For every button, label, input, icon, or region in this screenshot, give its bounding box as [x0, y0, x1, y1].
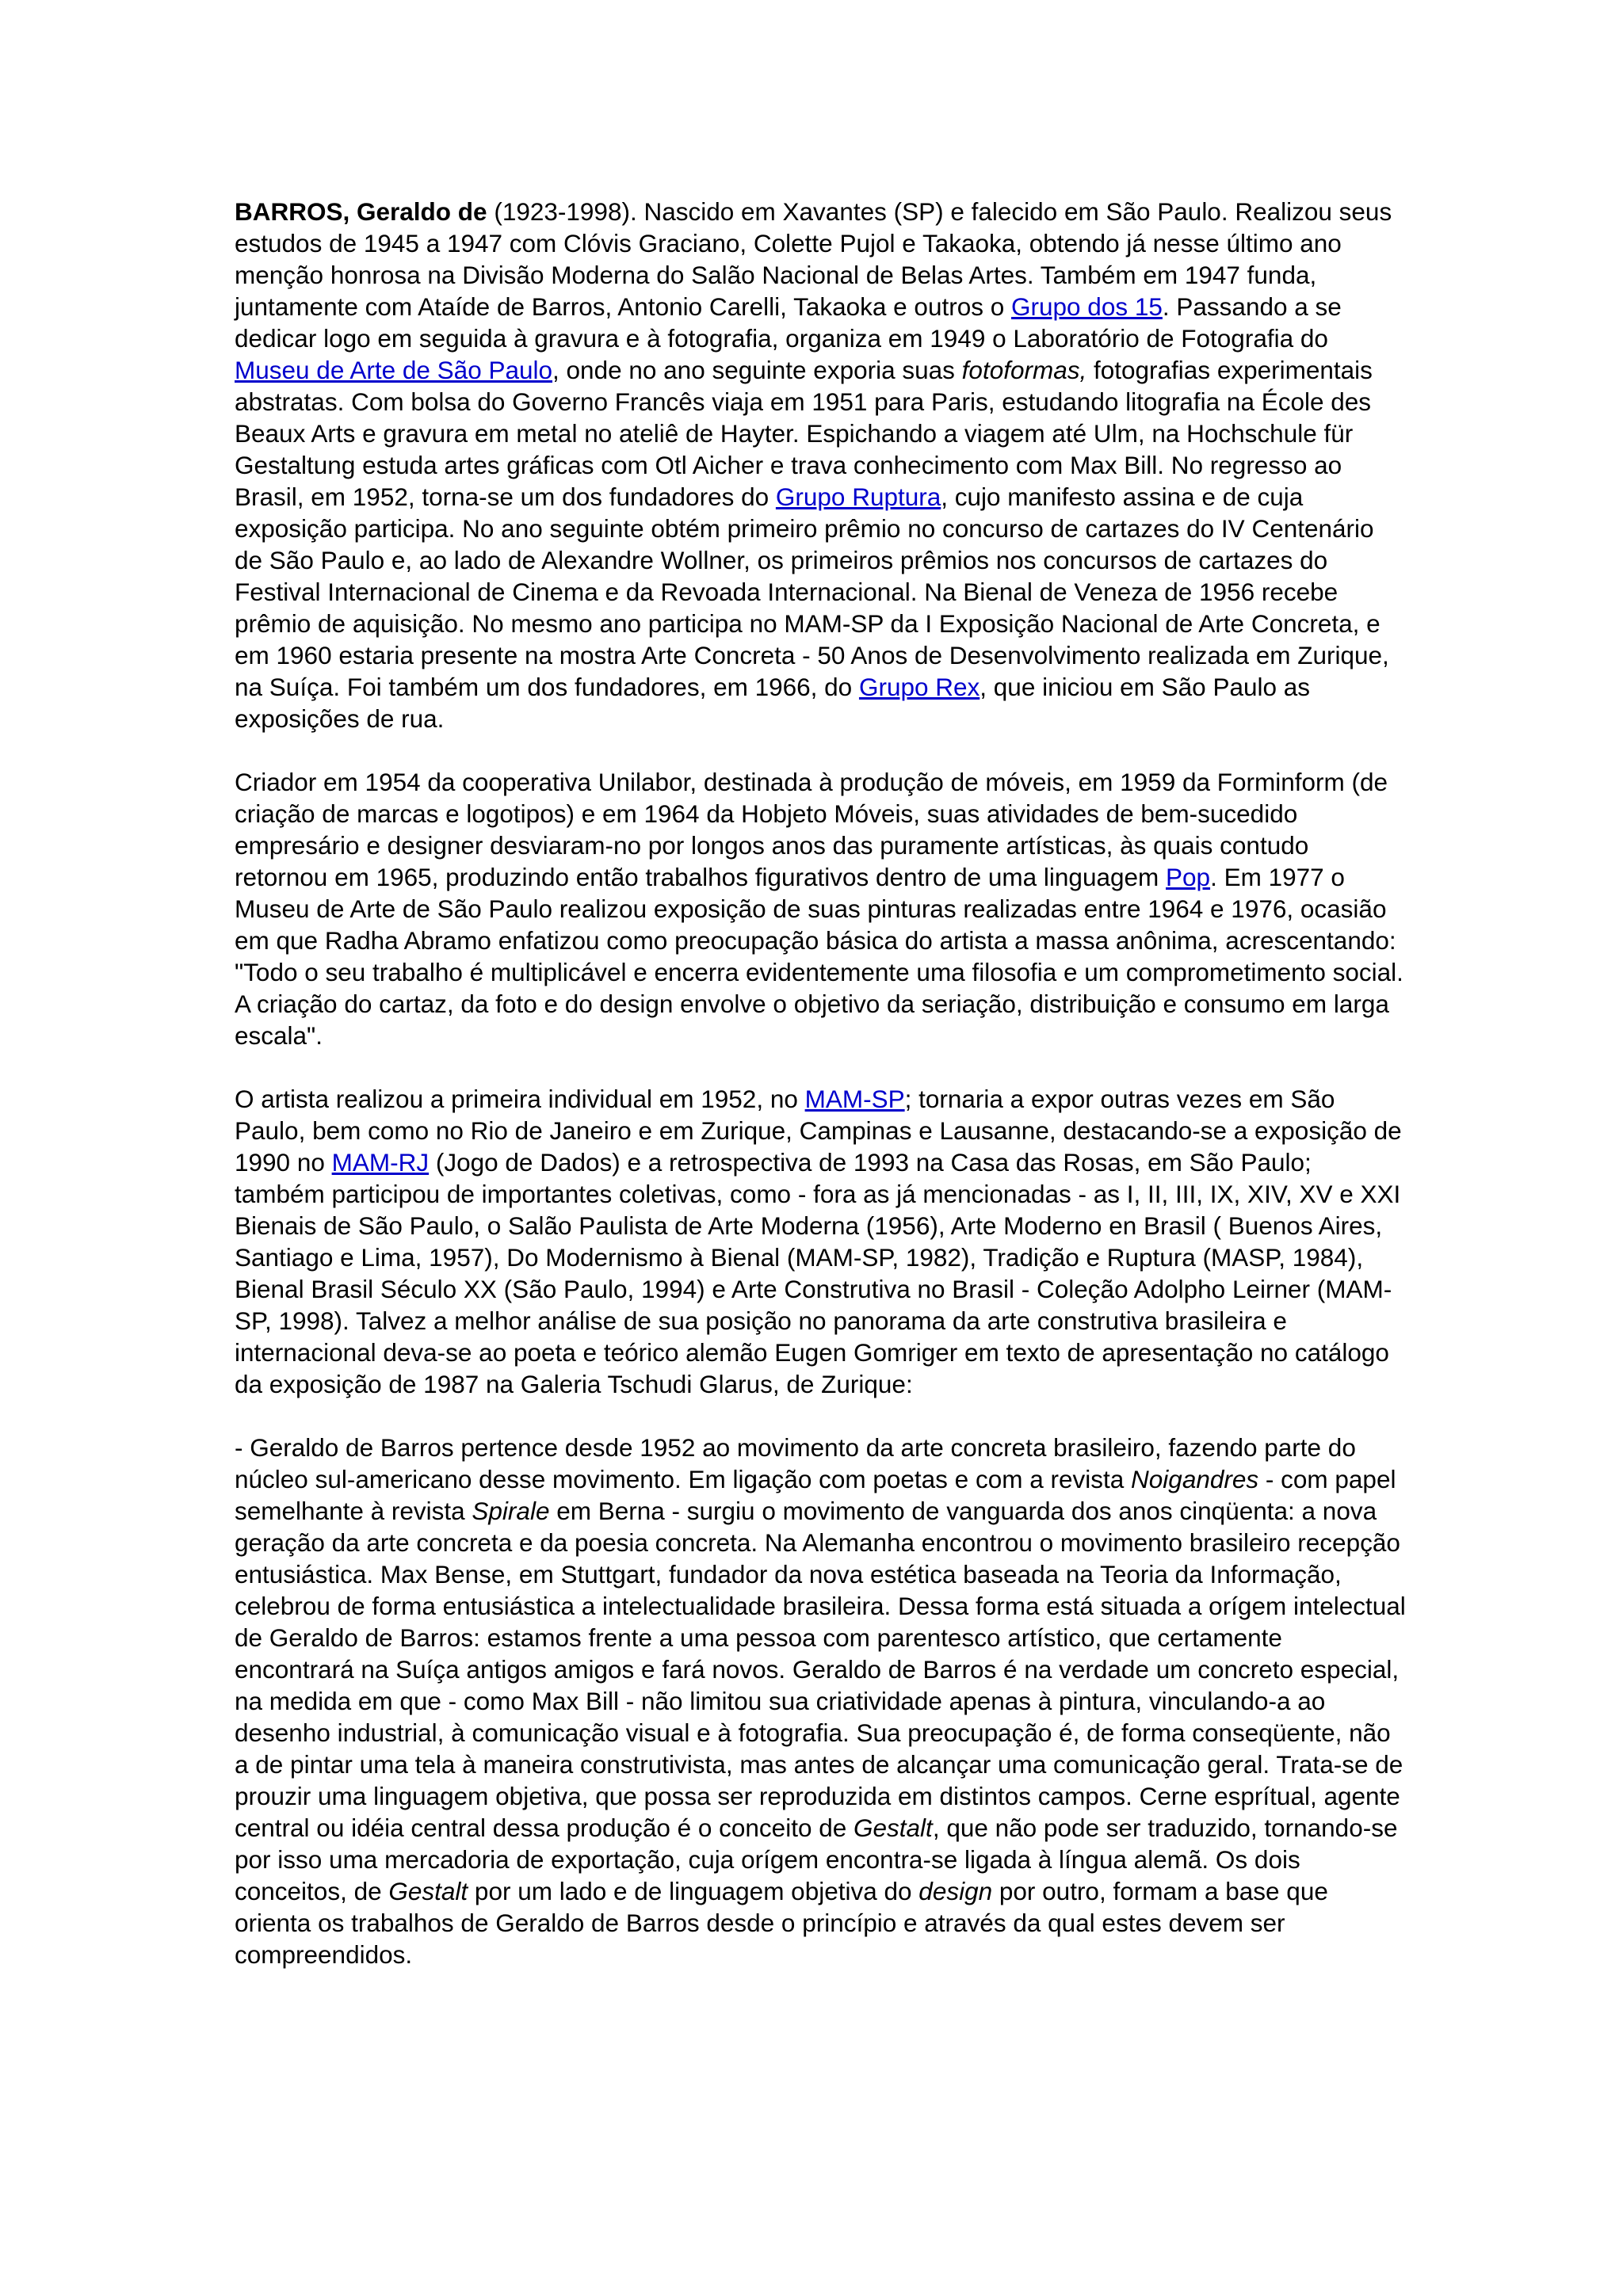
- emphasis-gestalt: Gestalt: [854, 1814, 933, 1842]
- text-run: - com papel semelhante à revista: [235, 1465, 1396, 1525]
- emphasis-fotoformas: fotoformas,: [961, 356, 1087, 384]
- link-mam-rj[interactable]: MAM-RJ: [331, 1148, 430, 1177]
- emphasis-spirale: Spirale: [472, 1497, 550, 1525]
- emphasis-noigandres: Noigandres: [1131, 1465, 1259, 1493]
- text-run: Nascido em Xavantes (SP) e falecido em São Paulo. Realizou seus estudos de 1945 a 1947 com Clóvis Graciano, Colette Pujol e Takaoka, obtendo já nesse último ano menção honrosa na Divisão Moderna do Salão Nacional de Belas Artes. Também em 1947 funda, juntamente com Ataíde de Barros, Antonio Carelli, Takaoka e outros o: [235, 197, 1392, 321]
- paragraph-design-career: [235, 766, 1407, 1051]
- artist-dates: (1923-1998).: [494, 197, 637, 226]
- link-mam-sp[interactable]: MAM-SP: [804, 1085, 905, 1113]
- text-run: . Passando a se dedicar logo em seguida à gravura e à fotografia, organiza em 1949 o Laboratório de Fotografia do: [235, 292, 1342, 353]
- link-pop[interactable]: Pop: [1166, 863, 1211, 891]
- text-run: por outro, formam a base que orienta os trabalhos de Geraldo de Barros desde o princípio e através da qual estes devem ser compreendidos.: [235, 1877, 1328, 1969]
- link-grupo-rex[interactable]: Grupo Rex: [858, 673, 980, 701]
- artist-name: BARROS, Geraldo de: [235, 197, 487, 226]
- text-run: fotografias experimentais abstratas. Com bolsa do Governo Francês viaja em 1951 para Paris, estudando litografia na École des Beaux Arts e gravura em metal no ateliê de Hayter. Espichando a viagem até Ulm, na Hochschule für Gestaltung estuda artes gráficas com Otl Aicher e trava conhecimento com Max Bill. No regresso ao Brasil, em 1952, torna-se um dos fundadores do: [235, 356, 1373, 511]
- text-run: por um lado e de linguagem objetiva do: [468, 1877, 919, 1905]
- text-run: , que não pode ser traduzido, tornando-se por isso uma mercadoria de exportação, cuja orígem encontra-se ligada à língua alemã. Os dois conceitos, de: [235, 1814, 1398, 1905]
- paragraph-exhibitions: [235, 1083, 1407, 1400]
- link-museu-de-arte-de-sao-paulo[interactable]: Museu de Arte de São Paulo: [235, 356, 553, 384]
- link-grupo-ruptura[interactable]: Grupo Ruptura: [775, 482, 941, 511]
- text-run: . Em 1977 o Museu de Arte de São Paulo realizou exposição de suas pinturas realizadas entre 1964 e 1976, ocasião em que Radha Abramo enfatizou como preocupação básica do artista a massa anônima, acrescentando: "Todo o seu trabalho é multiplicável e encerra evidentemente uma filosofia e um comprometimento social. A criação do cartaz, da foto e do design envolve o objetivo da seriação, distribuição e consumo em larga escala".: [235, 863, 1403, 1050]
- text-run: , cujo manifesto assina e de cuja exposição participa. No ano seguinte obtém primeiro prêmio no concurso de cartazes do IV Centenário de São Paulo e, ao lado de Alexandre Wollner, os primeiros prêmios nos concursos de cartazes do Festival Internacional de Cinema e da Revoada Internacional. Na Bienal de Veneza de 1956 recebe prêmio de aquisição. No mesmo ano participa no MAM-SP da I Exposição Nacional de Arte Concreta, e em 1960 estaria presente na mostra Arte Concreta - 50 Anos de Desenvolvimento realizada em Zurique, na Suíça. Foi também um dos fundadores, em 1966, do: [235, 482, 1389, 701]
- text-run: em Berna - surgiu o movimento de vanguarda dos anos cinqüenta: a nova geração da arte concreta e da poesia concreta. Na Alemanha encontrou o movimento brasileiro recepção entusiástica. Max Bense, em Stuttgart, fundador da nova estética baseada na Teoria da Informação, celebrou de forma entusiástica a intelectualidade brasileira. Dessa forma está situada a orígem intelectual de Geraldo de Barros: estamos frente a uma pessoa com parentesco artístico, que certamente encontrará na Suíça antigos amigos e fará novos. Geraldo de Barros é na verdade um concreto especial, na medida em que - como Max Bill - não limitou sua criatividade apenas à pintura, vinculando-a ao desenho industrial, à comunicação visual e à fotografia. Sua preocupação é, de forma conseqüente, não a de pintar uma tela à maneira construtivista, mas antes de alcançar uma comunicação geral. Trata-se de prouzir uma linguagem objetiva, que possa ser reproduzida em distintos campos. Cerne esprítual, agente central ou idéia central dessa produção é o conceito de: [235, 1497, 1406, 1842]
- text-run: , onde no ano seguinte exporia suas: [552, 356, 962, 384]
- text-run: (Jogo de Dados) e a retrospectiva de 1993 na Casa das Rosas, em São Paulo; também participou de importantes coletivas, como - fora as já mencionadas - as I, II, III, IX, XIV, XV e XXI Bienais de São Paulo, o Salão Paulista de Arte Moderna (1956), Arte Moderno en Brasil ( Buenos Aires, Santiago e Lima, 1957), Do Modernismo à Bienal (MAM-SP, 1982), Tradição e Ruptura (MASP, 1984), Bienal Brasil Século XX (São Paulo, 1994) e Arte Construtiva no Brasil - Coleção Adolpho Leirner (MAM-SP, 1998). Talvez a melhor análise de sua posição no panorama da arte construtiva brasileira e internacional deva-se ao poeta e teórico alemão Eugen Gomriger em texto de apresentação no catálogo da exposição de 1987 na Galeria Tschudi Glarus, de Zurique:: [235, 1148, 1401, 1398]
- link-grupo-dos-15[interactable]: Grupo dos 15: [1011, 292, 1163, 321]
- emphasis-design: design: [918, 1877, 993, 1905]
- text-run: Criador em 1954 da cooperativa Unilabor, destinada à produção de móveis, em 1959 da Forminform (de criação de marcas e logotipos) e em 1964 da Hobjeto Móveis, suas atividades de bem-sucedido empresário e designer desviaram-no por longos anos das puramente artísticas, às quais contudo retornou em 1965, produzindo então trabalhos figurativos dentro de uma linguagem: [235, 768, 1388, 891]
- paragraph-gomringer-quote: [235, 1432, 1407, 1970]
- text-run: , que iniciou em São Paulo as exposições de rua.: [235, 673, 1311, 733]
- document-page: [235, 196, 1407, 2002]
- text-run: ; tornaria a expor outras vezes em São Paulo, bem como no Rio de Janeiro e em Zurique, Campinas e Lausanne, destacando-se a exposição de 1990 no: [235, 1085, 1402, 1177]
- text-run: - Geraldo de Barros pertence desde 1952 ao movimento da arte concreta brasileiro, fazendo parte do núcleo sul-americano desse movimento. Em ligação com poetas e com a revista: [235, 1433, 1356, 1493]
- paragraph-biography: [235, 196, 1407, 734]
- text-run: O artista realizou a primeira individual em 1952, no: [235, 1085, 805, 1113]
- emphasis-gestalt: Gestalt: [388, 1877, 468, 1905]
